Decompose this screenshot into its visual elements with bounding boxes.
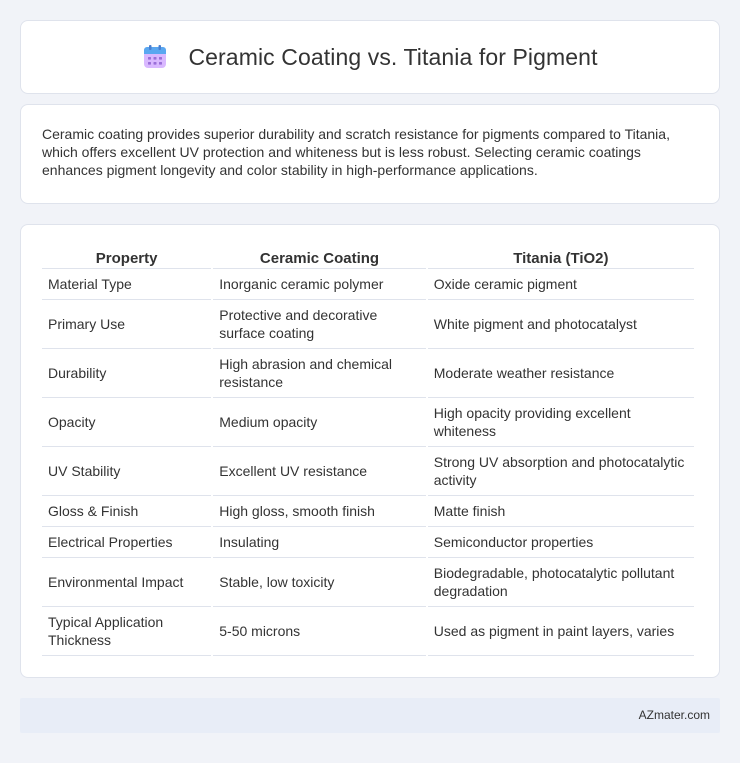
cell-titania: Used as pigment in paint layers, varies [428,607,694,656]
cell-titania: Strong UV absorption and photocatalytic activity [428,447,694,496]
cell-property: Material Type [42,269,211,300]
cell-property: Environmental Impact [42,558,211,607]
table-row [42,527,694,558]
cell-property: Durability [42,349,211,398]
table-row [42,269,694,300]
comparison-table-card [20,224,720,678]
comparison-table [40,245,696,656]
table-row [42,398,694,447]
cell-ceramic: Inorganic ceramic polymer [213,269,426,300]
page-title: Ceramic Coating vs. Titania for Pigment [188,43,598,70]
title-card [20,20,720,94]
table-row [42,349,694,398]
cell-ceramic: Excellent UV resistance [213,447,426,496]
cell-ceramic: High abrasion and chemical resistance [213,349,426,398]
header-property: Property [42,245,211,269]
table-row [42,558,694,607]
footer [20,698,720,733]
table-row [42,607,694,656]
cell-property: Typical Application Thickness [42,607,211,656]
cell-titania: Moderate weather resistance [428,349,694,398]
header-ceramic-coating: Ceramic Coating [213,245,426,269]
summary-text: Ceramic coating provides superior durability and scratch resistance for pigments compared to Titania, which offers excellent UV protection and whiteness but is less robust. Selecting ceramic coatings enhances pigment longevity and color stability in high-performance applications. [42,126,670,178]
cell-property: Primary Use [42,300,211,349]
table-row [42,447,694,496]
cell-property: UV Stability [42,447,211,496]
cell-ceramic: Protective and decorative surface coating [213,300,426,349]
title-wrap [142,44,597,71]
cell-titania: White pigment and photocatalyst [428,300,694,349]
cell-ceramic: Medium opacity [213,398,426,447]
cell-property: Electrical Properties [42,527,211,558]
cell-titania: Oxide ceramic pigment [428,269,694,300]
table-row [42,496,694,527]
cell-ceramic: High gloss, smooth finish [213,496,426,527]
cell-titania: High opacity providing excellent whiteness [428,398,694,447]
cell-ceramic: Stable, low toxicity [213,558,426,607]
cell-titania: Matte finish [428,496,694,527]
cell-ceramic: 5-50 microns [213,607,426,656]
cell-titania: Biodegradable, photocatalytic pollutant degradation [428,558,694,607]
cell-ceramic: Insulating [213,527,426,558]
footer-brand: AZmater.com [638,708,710,722]
cell-titania: Semiconductor properties [428,527,694,558]
calendar-icon [142,44,168,70]
summary-card [20,104,720,204]
table-header-row [42,245,694,269]
header-titania: Titania (TiO2) [428,245,694,269]
cell-property: Gloss & Finish [42,496,211,527]
table-row [42,300,694,349]
cell-property: Opacity [42,398,211,447]
